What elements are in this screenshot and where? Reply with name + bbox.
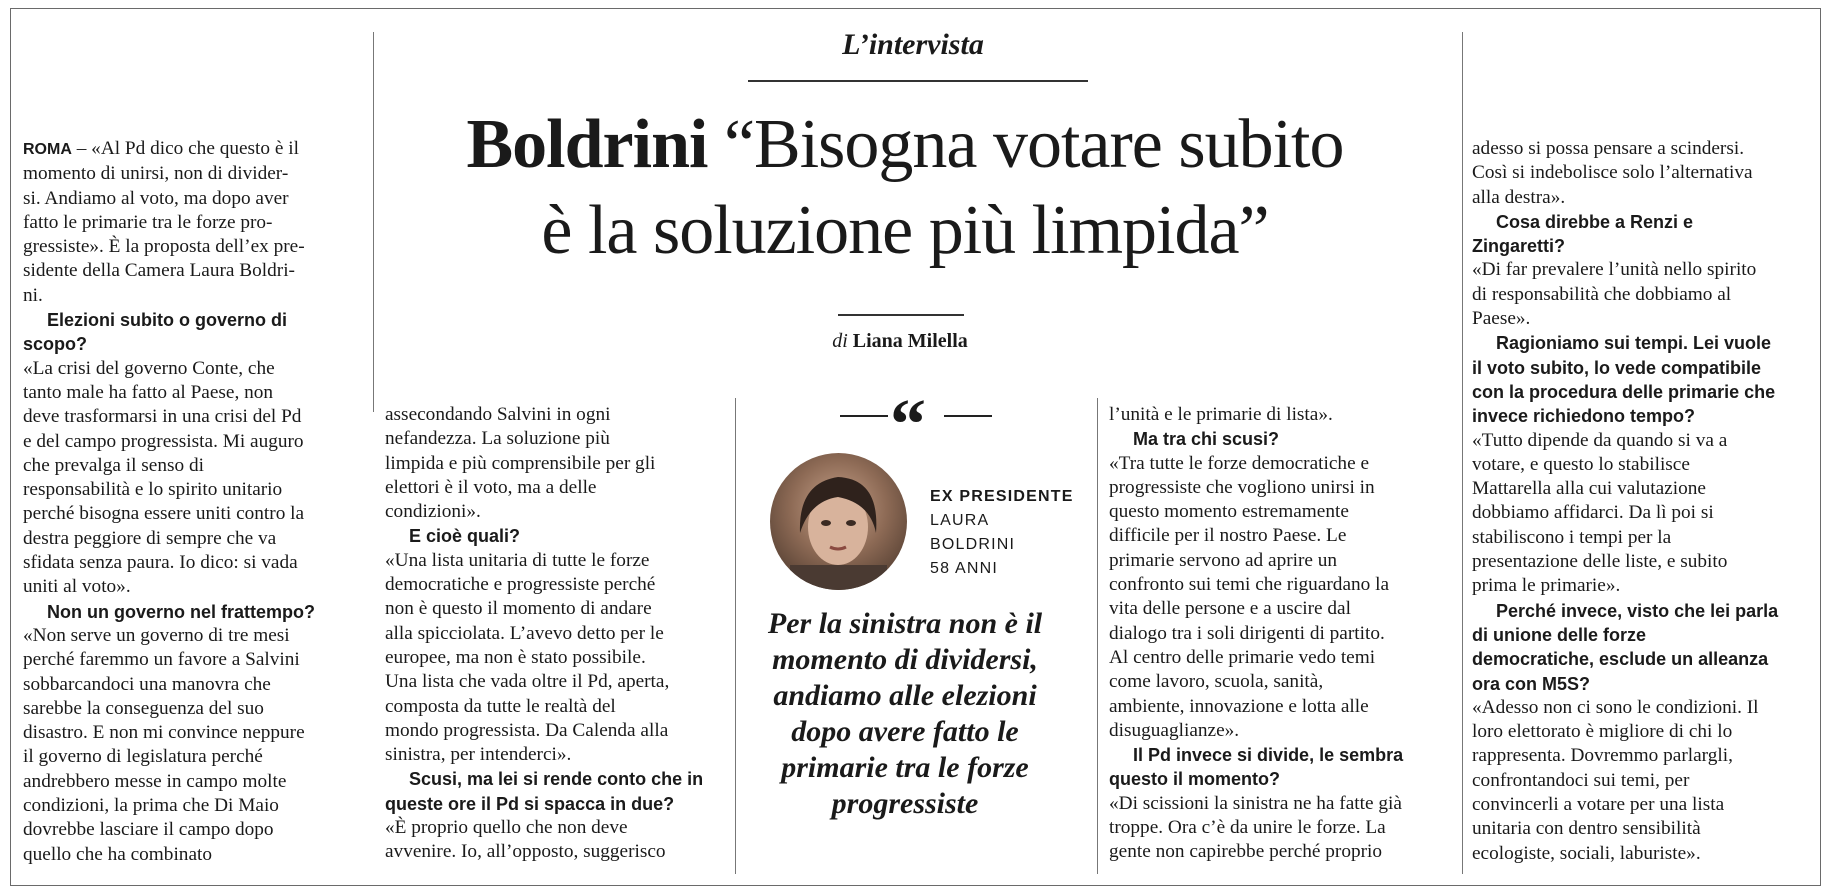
interview-question: democratiche, esclude un alleanza bbox=[1472, 649, 1769, 670]
body-line: votare, e questo lo stabilisce bbox=[1472, 453, 1690, 475]
body-line: prima le primarie». bbox=[1472, 575, 1621, 597]
body-line: dialogo tra i soli dirigenti di partito. bbox=[1109, 622, 1385, 644]
body-line: sidente della Camera Laura Boldri- bbox=[23, 260, 295, 282]
body-line: sinistra, per intenderci». bbox=[385, 744, 572, 766]
body-line: quello che ha combinato bbox=[23, 843, 212, 865]
body-line: perché bisogna essere uniti contro la bbox=[23, 503, 305, 525]
interview-question: Non un governo nel frattempo? bbox=[47, 601, 315, 622]
body-line: «Tutto dipende da quando si va a bbox=[1472, 429, 1728, 451]
body-line: «Di scissioni la sinistra ne ha fatte già bbox=[1109, 792, 1402, 814]
body-line: questo momento estremamente bbox=[1109, 501, 1349, 523]
body-line: dobbiamo affidarci. Da lì poi si bbox=[1472, 502, 1714, 524]
byline-prefix: di bbox=[832, 330, 848, 352]
body-line: sobbarcandoci una manovra che bbox=[23, 673, 271, 695]
interview-question: Zingaretti? bbox=[1472, 236, 1565, 257]
body-line: condizioni». bbox=[385, 501, 481, 523]
interview-question: queste ore il Pd si spacca in due? bbox=[385, 793, 675, 814]
headline-name: Boldrini bbox=[466, 106, 708, 183]
byline-rule bbox=[838, 314, 964, 316]
interview-question: E cioè quali? bbox=[409, 526, 521, 547]
body-line: avvenire. Io, all’opposto, suggerisco bbox=[385, 841, 666, 863]
interview-question: scopo? bbox=[23, 334, 88, 355]
body-line: loro elettorato è migliore di chi lo bbox=[1472, 721, 1733, 743]
interview-question: invece richiedono tempo? bbox=[1472, 406, 1696, 427]
body-line: elettori è il voto, ma a delle bbox=[385, 476, 597, 498]
body-line: gressiste». È la proposta dell’ex pre- bbox=[23, 236, 305, 258]
body-line: tanto male ha fatto al Paese, non bbox=[23, 381, 274, 403]
pull-quote-line: progressiste bbox=[831, 787, 979, 820]
body-line: adesso si possa pensare a scindersi. bbox=[1472, 138, 1745, 159]
body-line: ecologiste, sociali, laburiste». bbox=[1472, 842, 1701, 864]
body-line: primarie servono ad aprire un bbox=[1109, 549, 1338, 571]
pull-quote-line: primarie tra le forze bbox=[781, 751, 1029, 784]
pull-quote-line: andiamo alle elezioni bbox=[773, 679, 1037, 712]
body-line: ambiente, innovazione e lotta alle bbox=[1109, 695, 1369, 717]
caption-first-name: LAURA bbox=[930, 512, 990, 529]
body-line: sarebbe la conseguenza del suo bbox=[23, 697, 264, 719]
body-line: gente non capirebbe perché proprio bbox=[1109, 841, 1383, 863]
body-line: unitaria con dentro sensibilità bbox=[1472, 818, 1701, 840]
body-line: disuguaglianze». bbox=[1109, 719, 1240, 741]
body-line: Così si indebolisce solo l’alternativa bbox=[1472, 162, 1753, 184]
article-column-3 bbox=[1109, 403, 1403, 865]
quote-rule-left bbox=[840, 415, 888, 417]
body-line: si. Andiamo al voto, ma dopo aver bbox=[23, 187, 289, 209]
body-line: condizioni, la prima che Di Maio bbox=[23, 795, 279, 817]
caption-last-name: BOLDRINI bbox=[930, 536, 1016, 553]
quote-mark-icon: “ bbox=[890, 384, 926, 464]
body-line: vita delle persone e a uscire dal bbox=[1109, 598, 1351, 620]
body-line: dovrebbe lasciare il campo dopo bbox=[23, 819, 274, 841]
body-line: responsabilità e lo spirito unitario bbox=[23, 479, 283, 501]
body-line: Mattarella alla cui valutazione bbox=[1472, 478, 1706, 500]
interview-question: Ma tra chi scusi? bbox=[1133, 429, 1280, 450]
body-line: «È proprio quello che non deve bbox=[385, 817, 628, 839]
body-line: progressiste che vogliono unirsi in bbox=[1109, 476, 1375, 498]
interview-question: questo il momento? bbox=[1109, 769, 1280, 790]
pull-quote-line: momento di dividersi, bbox=[772, 643, 1038, 676]
pull-quote bbox=[740, 606, 1070, 822]
body-line: destra peggiore di sempre che va bbox=[23, 527, 277, 549]
interview-question: Scusi, ma lei si rende conto che in bbox=[409, 769, 704, 790]
body-line: il governo di legislatura perché bbox=[23, 746, 263, 768]
portrait-caption bbox=[930, 485, 1074, 581]
body-line: «Tra tutte le forze democratiche e bbox=[1109, 452, 1370, 474]
article-column-1 bbox=[23, 137, 315, 867]
body-line: rappresenta. Dovremmo parlargli, bbox=[1472, 745, 1733, 767]
body-line: di responsabilità che dobbiamo al bbox=[1472, 283, 1732, 305]
body-line: «La crisi del governo Conte, che bbox=[23, 357, 275, 379]
kicker-rule bbox=[748, 80, 1088, 82]
body-line: assecondando Salvini in ogni bbox=[385, 404, 611, 425]
body-line: «Non serve un governo di tre mesi bbox=[23, 624, 290, 646]
body-line: presentazione delle liste, e subito bbox=[1472, 551, 1728, 573]
body-line: alla spicciolata. L’avevo detto per le bbox=[385, 622, 664, 644]
body-line: limpida e più comprensibile per gli bbox=[385, 452, 656, 474]
headline-quote-line2: è la soluzione più limpida” bbox=[541, 192, 1269, 269]
body-line: l’unità e le primarie di lista». bbox=[1109, 404, 1333, 425]
body-line: composta da tutte le realtà del bbox=[385, 695, 616, 717]
caption-age: 58 ANNI bbox=[930, 560, 998, 577]
column-rule bbox=[373, 32, 374, 412]
body-line: «Adesso non ci sono le condizioni. Il bbox=[1472, 696, 1759, 718]
headline bbox=[390, 102, 1420, 274]
body-line: andrebbero messe in campo molte bbox=[23, 770, 287, 792]
author-portrait bbox=[770, 453, 907, 590]
body-line: convincerli a votare per una lista bbox=[1472, 794, 1725, 816]
body-line: europee, ma non è stato possibile. bbox=[385, 646, 646, 668]
body-line: «Di far prevalere l’unità nello spirito bbox=[1472, 259, 1757, 281]
pull-quote-line: dopo avere fatto le bbox=[791, 715, 1019, 748]
interview-question: con la procedura delle primarie che bbox=[1472, 381, 1776, 402]
body-line: disastro. E non mi convince neppure bbox=[23, 722, 305, 744]
interview-question: di unione delle forze bbox=[1472, 624, 1647, 645]
body-line: momento di unirsi, non di divider- bbox=[23, 163, 289, 185]
body-line: alla destra». bbox=[1472, 186, 1566, 208]
interview-question: Ragioniamo sui tempi. Lei vuole bbox=[1496, 333, 1772, 354]
column-rule bbox=[735, 398, 736, 874]
body-line: democratiche e progressiste perché bbox=[385, 574, 656, 596]
body-line: che prevalga il senso di bbox=[23, 454, 204, 476]
caption-label: EX PRESIDENTE bbox=[930, 488, 1074, 505]
body-line: non è questo il momento di andare bbox=[385, 598, 652, 620]
body-line: ni. bbox=[23, 284, 43, 306]
byline-author: Liana Milella bbox=[852, 330, 968, 352]
body-line: come lavoro, scuola, sanità, bbox=[1109, 671, 1324, 693]
body-line: perché faremmo un favore a Salvini bbox=[23, 649, 300, 671]
body-line: confronto sui temi che riguardano la bbox=[1109, 574, 1390, 596]
body-line: troppe. Ora c’è da unire le forze. La bbox=[1109, 817, 1386, 839]
body-line: deve trasformarsi in una crisi del Pd bbox=[23, 406, 302, 428]
section-kicker: L’intervista bbox=[842, 28, 984, 61]
body-line: difficile per il nostro Paese. Le bbox=[1109, 525, 1347, 547]
portrait-image bbox=[770, 453, 907, 590]
article-column-2 bbox=[385, 403, 703, 865]
article-column-4 bbox=[1472, 137, 1778, 866]
interview-question: Perché invece, visto che lei parla bbox=[1496, 600, 1779, 621]
quote-rule-right bbox=[944, 415, 992, 417]
body-line: fatto le primarie tra le forze pro- bbox=[23, 211, 273, 233]
pull-quote-line: Per la sinistra non è il bbox=[767, 607, 1043, 640]
column-rule bbox=[1462, 32, 1463, 874]
interview-question: il voto subito, lo vede compatibile bbox=[1472, 357, 1762, 378]
headline-quote-line1: “Bisogna votare subito bbox=[723, 106, 1344, 183]
body-line: confrontandoci sui temi, per bbox=[1472, 769, 1690, 791]
body-line: Una lista che vada oltre il Pd, aperta, bbox=[385, 671, 670, 693]
interview-question: Il Pd invece si divide, le sembra bbox=[1133, 745, 1404, 766]
body-text: – «Al Pd dico che questo è il bbox=[71, 138, 299, 159]
interview-question: ora con M5S? bbox=[1472, 673, 1591, 694]
body-line: Paese». bbox=[1472, 308, 1531, 330]
column-rule bbox=[1097, 398, 1098, 874]
interview-question: Cosa direbbe a Renzi e bbox=[1496, 211, 1694, 232]
body-line: e del campo progressista. Mi auguro bbox=[23, 430, 304, 452]
dateline: ROMA bbox=[23, 141, 72, 158]
byline bbox=[760, 330, 1040, 353]
body-line: mondo progressista. Da Calenda alla bbox=[385, 719, 669, 741]
interview-question: Elezioni subito o governo di bbox=[47, 310, 288, 331]
body-line: sfidata senza paura. Io dico: si vada bbox=[23, 552, 298, 574]
body-line: uniti al voto». bbox=[23, 576, 131, 598]
body-line: nefandezza. La soluzione più bbox=[385, 428, 610, 450]
body-line: Al centro delle primarie vedo temi bbox=[1109, 646, 1376, 668]
dateline-line bbox=[23, 137, 315, 162]
body-line: «Una lista unitaria di tutte le forze bbox=[385, 549, 650, 571]
body-line: stabiliscono i tempi per la bbox=[1472, 526, 1672, 548]
